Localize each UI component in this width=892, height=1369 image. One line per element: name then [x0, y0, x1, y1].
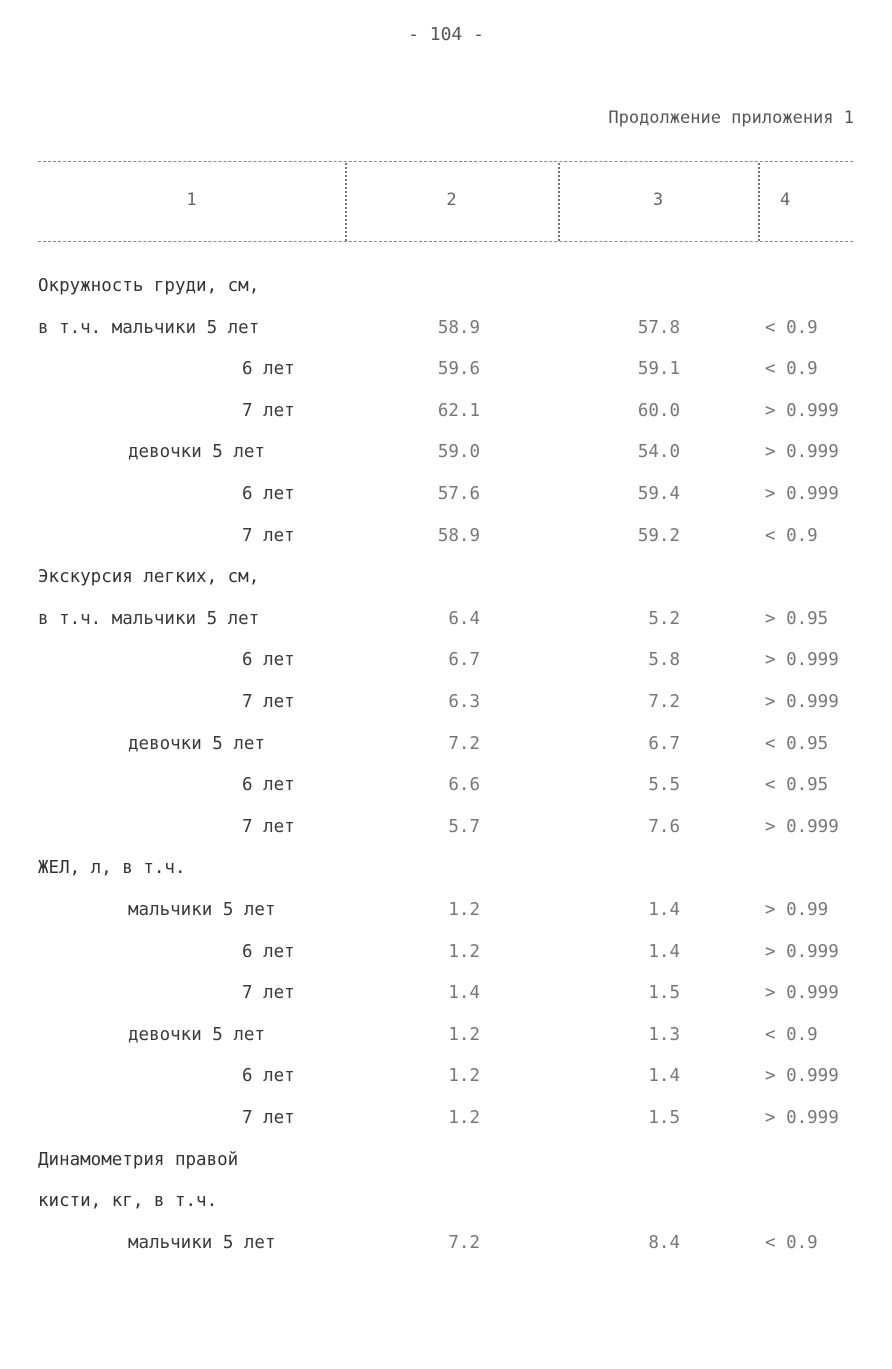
- table-row: [0, 900, 892, 928]
- cell-c4: > 0.95: [765, 608, 829, 629]
- table-row: [0, 318, 892, 346]
- table-row: [0, 942, 892, 970]
- table-row: [0, 1191, 892, 1219]
- row-label: 6 лет: [242, 359, 295, 380]
- cell-c3: 1.4: [648, 1066, 680, 1087]
- cell-c3: 5.5: [648, 775, 680, 796]
- table-row: [0, 567, 892, 595]
- cell-c3: 1.5: [648, 983, 680, 1004]
- cell-c4: < 0.9: [765, 525, 818, 546]
- cell-c3: 57.8: [637, 317, 680, 338]
- cell-c2: 6.6: [448, 775, 480, 796]
- table-row: [0, 692, 892, 720]
- row-label: 6 лет: [242, 650, 295, 671]
- cell-c4: > 0.999: [765, 442, 839, 463]
- table-row: [0, 1025, 892, 1053]
- cell-c3: 1.4: [648, 900, 680, 920]
- cell-c2: 1.2: [448, 941, 480, 962]
- table-header-rule: [38, 241, 853, 242]
- cell-c2: 5.7: [448, 816, 480, 837]
- cell-c2: 1.2: [448, 1066, 480, 1087]
- table-row: [0, 484, 892, 512]
- row-label: мальчики 5 лет: [128, 900, 276, 920]
- cell-c2: 6.7: [448, 650, 480, 671]
- cell-c2: 7.2: [448, 733, 480, 754]
- table-row: [0, 442, 892, 470]
- row-label: мальчики 5 лет: [128, 1232, 276, 1253]
- cell-c3: 1.5: [648, 1108, 680, 1128]
- cell-c4: < 0.9: [765, 359, 818, 380]
- cell-c4: > 0.999: [765, 941, 839, 962]
- cell-c4: < 0.9: [765, 317, 818, 338]
- cell-c3: 59.1: [637, 359, 680, 380]
- cell-c3: 6.7: [648, 733, 680, 754]
- header-col-1: 1: [186, 190, 197, 210]
- page-number: - 104 -: [408, 24, 484, 45]
- row-label: девочки 5 лет: [128, 1024, 265, 1045]
- table-row: [0, 650, 892, 678]
- table-row: [0, 817, 892, 845]
- cell-c3: 8.4: [648, 1232, 680, 1253]
- cell-c4: < 0.9: [765, 1024, 818, 1045]
- cell-c3: 54.0: [637, 442, 680, 463]
- row-label: 6 лет: [242, 941, 295, 962]
- table-row: [0, 1233, 892, 1261]
- cell-c2: 58.9: [437, 525, 480, 546]
- cell-c2: 1.4: [448, 983, 480, 1004]
- row-label: в т.ч. мальчики 5 лет: [38, 608, 260, 629]
- cell-c2: 1.2: [448, 1108, 480, 1128]
- cell-c4: < 0.95: [765, 775, 829, 796]
- header-col-3: 3: [652, 190, 664, 210]
- cell-c4: > 0.999: [765, 692, 839, 712]
- cell-c2: 59.0: [437, 442, 480, 463]
- table-top-rule: [38, 161, 853, 162]
- header-col-4: 4: [780, 190, 791, 210]
- row-label: Экскурсия легких, см,: [38, 567, 260, 588]
- table-row: [0, 1150, 892, 1178]
- cell-c3: 1.4: [648, 941, 680, 962]
- cell-c4: > 0.999: [765, 983, 839, 1004]
- cell-c3: 5.2: [648, 608, 680, 629]
- cell-c2: 1.2: [448, 1024, 480, 1045]
- row-label: 6 лет: [242, 1066, 295, 1087]
- cell-c2: 7.2: [448, 1232, 480, 1253]
- cell-c4: > 0.999: [765, 816, 839, 837]
- cell-c2: 62.1: [437, 400, 480, 421]
- cell-c3: 59.2: [637, 525, 680, 546]
- table-row: [0, 1108, 892, 1136]
- cell-c3: 1.3: [648, 1024, 680, 1045]
- cell-c4: > 0.999: [765, 484, 839, 504]
- cell-c2: 59.6: [437, 359, 480, 380]
- cell-c4: < 0.9: [765, 1232, 818, 1253]
- cell-c2: 6.4: [448, 608, 480, 629]
- row-label: ЖЕЛ, л, в т.ч.: [38, 858, 186, 879]
- table-row: [0, 1066, 892, 1094]
- table-row: [0, 983, 892, 1011]
- cell-c3: 60.0: [637, 400, 680, 421]
- row-label: в т.ч. мальчики 5 лет: [38, 317, 260, 338]
- table-row: [0, 858, 892, 886]
- cell-c3: 5.8: [648, 650, 680, 671]
- cell-c4: < 0.95: [765, 733, 829, 754]
- table-row: [0, 276, 892, 304]
- cell-c2: 1.2: [448, 900, 480, 920]
- row-label: девочки 5 лет: [128, 733, 265, 754]
- cell-c3: 7.2: [648, 692, 680, 712]
- row-label: девочки 5 лет: [128, 442, 265, 463]
- row-label: 7 лет: [242, 1108, 295, 1128]
- table-row: [0, 775, 892, 803]
- cell-c4: > 0.999: [765, 650, 839, 671]
- row-label: 7 лет: [242, 983, 295, 1004]
- table-row: [0, 734, 892, 762]
- table-row: [0, 609, 892, 637]
- cell-c4: > 0.99: [765, 900, 829, 920]
- cell-c2: 6.3: [448, 692, 480, 712]
- row-label: 7 лет: [242, 400, 295, 421]
- cell-c2: 58.9: [437, 317, 480, 338]
- column-divider: [758, 163, 760, 241]
- cell-c3: 59.4: [637, 484, 680, 504]
- row-label: 7 лет: [242, 692, 295, 712]
- cell-c4: > 0.999: [765, 400, 839, 421]
- table-row: [0, 401, 892, 429]
- header-col-2: 2: [446, 190, 457, 210]
- row-label: 6 лет: [242, 484, 295, 504]
- cell-c4: > 0.999: [765, 1066, 839, 1087]
- row-label: 7 лет: [242, 525, 295, 546]
- cell-c2: 57.6: [437, 484, 480, 504]
- table-row: [0, 359, 892, 387]
- row-label: кисти, кг, в т.ч.: [38, 1191, 218, 1212]
- row-label: Окружность груди, см,: [38, 276, 260, 296]
- row-label: 6 лет: [242, 775, 295, 796]
- continuation-note: Продолжение приложения 1: [608, 108, 854, 128]
- cell-c4: > 0.999: [765, 1108, 839, 1128]
- cell-c3: 7.6: [648, 816, 680, 837]
- table-row: [0, 526, 892, 554]
- row-label: 7 лет: [242, 816, 295, 837]
- row-label: Динамометрия правой: [38, 1149, 239, 1170]
